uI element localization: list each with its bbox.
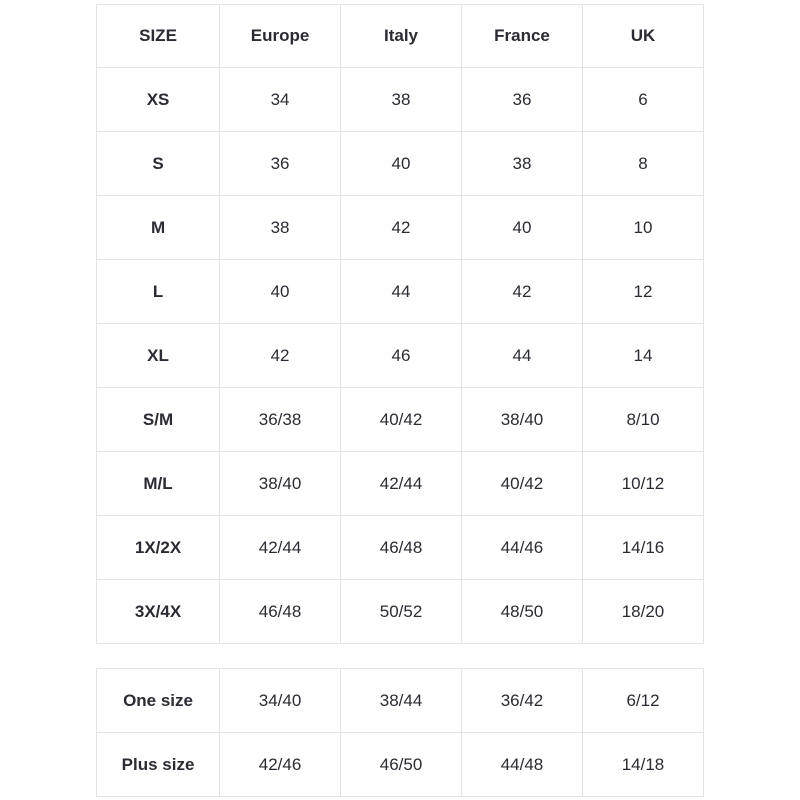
cell-france: 44/46	[462, 516, 583, 580]
row-label: XL	[97, 324, 220, 388]
cell-europe: 36	[220, 132, 341, 196]
cell-uk: 10	[582, 196, 703, 260]
cell-uk: 14/18	[582, 733, 703, 797]
table-row	[97, 260, 704, 324]
cell-italy: 50/52	[341, 580, 462, 644]
cell-france: 42	[462, 260, 583, 324]
table-row	[97, 452, 704, 516]
cell-italy: 46/50	[341, 733, 462, 797]
row-label-plus-size: Plus size	[97, 733, 220, 797]
table-row	[97, 388, 704, 452]
cell-france: 48/50	[462, 580, 583, 644]
main-size-table-container	[96, 4, 704, 644]
cell-europe: 38/40	[220, 452, 341, 516]
cell-france: 36	[462, 68, 583, 132]
cell-uk: 8	[582, 132, 703, 196]
cell-france: 36/42	[462, 669, 583, 733]
table-row	[97, 516, 704, 580]
table-row	[97, 580, 704, 644]
table-row	[97, 132, 704, 196]
secondary-size-table-body	[97, 669, 704, 797]
cell-france: 38	[462, 132, 583, 196]
cell-europe: 46/48	[220, 580, 341, 644]
row-label: M/L	[97, 452, 220, 516]
row-label: 1X/2X	[97, 516, 220, 580]
cell-italy: 46	[341, 324, 462, 388]
row-label: XS	[97, 68, 220, 132]
cell-uk: 12	[582, 260, 703, 324]
cell-italy: 40/42	[341, 388, 462, 452]
table-header-row	[97, 5, 704, 68]
cell-france: 40	[462, 196, 583, 260]
column-header-italy: Italy	[341, 5, 462, 68]
main-size-table	[96, 4, 704, 644]
cell-uk: 14	[582, 324, 703, 388]
cell-italy: 38	[341, 68, 462, 132]
cell-italy: 44	[341, 260, 462, 324]
secondary-size-table	[96, 668, 704, 797]
cell-uk: 14/16	[582, 516, 703, 580]
cell-europe: 40	[220, 260, 341, 324]
column-header-france: France	[462, 5, 583, 68]
secondary-size-table-container	[96, 668, 704, 797]
main-size-table-header	[97, 5, 704, 68]
cell-uk: 8/10	[582, 388, 703, 452]
table-row	[97, 324, 704, 388]
table-row	[97, 669, 704, 733]
table-row	[97, 733, 704, 797]
row-label: S/M	[97, 388, 220, 452]
cell-italy: 42/44	[341, 452, 462, 516]
column-header-uk: UK	[582, 5, 703, 68]
cell-europe: 42	[220, 324, 341, 388]
cell-europe: 38	[220, 196, 341, 260]
cell-europe: 42/46	[220, 733, 341, 797]
cell-france: 44/48	[462, 733, 583, 797]
cell-europe: 34/40	[220, 669, 341, 733]
cell-europe: 42/44	[220, 516, 341, 580]
column-header-europe: Europe	[220, 5, 341, 68]
cell-france: 44	[462, 324, 583, 388]
column-header-size: SIZE	[97, 5, 220, 68]
cell-italy: 46/48	[341, 516, 462, 580]
cell-france: 38/40	[462, 388, 583, 452]
row-label: 3X/4X	[97, 580, 220, 644]
cell-italy: 38/44	[341, 669, 462, 733]
cell-uk: 18/20	[582, 580, 703, 644]
cell-france: 40/42	[462, 452, 583, 516]
cell-uk: 10/12	[582, 452, 703, 516]
cell-europe: 34	[220, 68, 341, 132]
row-label: S	[97, 132, 220, 196]
cell-italy: 42	[341, 196, 462, 260]
cell-europe: 36/38	[220, 388, 341, 452]
table-row	[97, 68, 704, 132]
main-size-table-body	[97, 68, 704, 644]
cell-italy: 40	[341, 132, 462, 196]
table-row	[97, 196, 704, 260]
cell-uk: 6	[582, 68, 703, 132]
row-label: M	[97, 196, 220, 260]
row-label: L	[97, 260, 220, 324]
row-label-one-size: One size	[97, 669, 220, 733]
cell-uk: 6/12	[582, 669, 703, 733]
